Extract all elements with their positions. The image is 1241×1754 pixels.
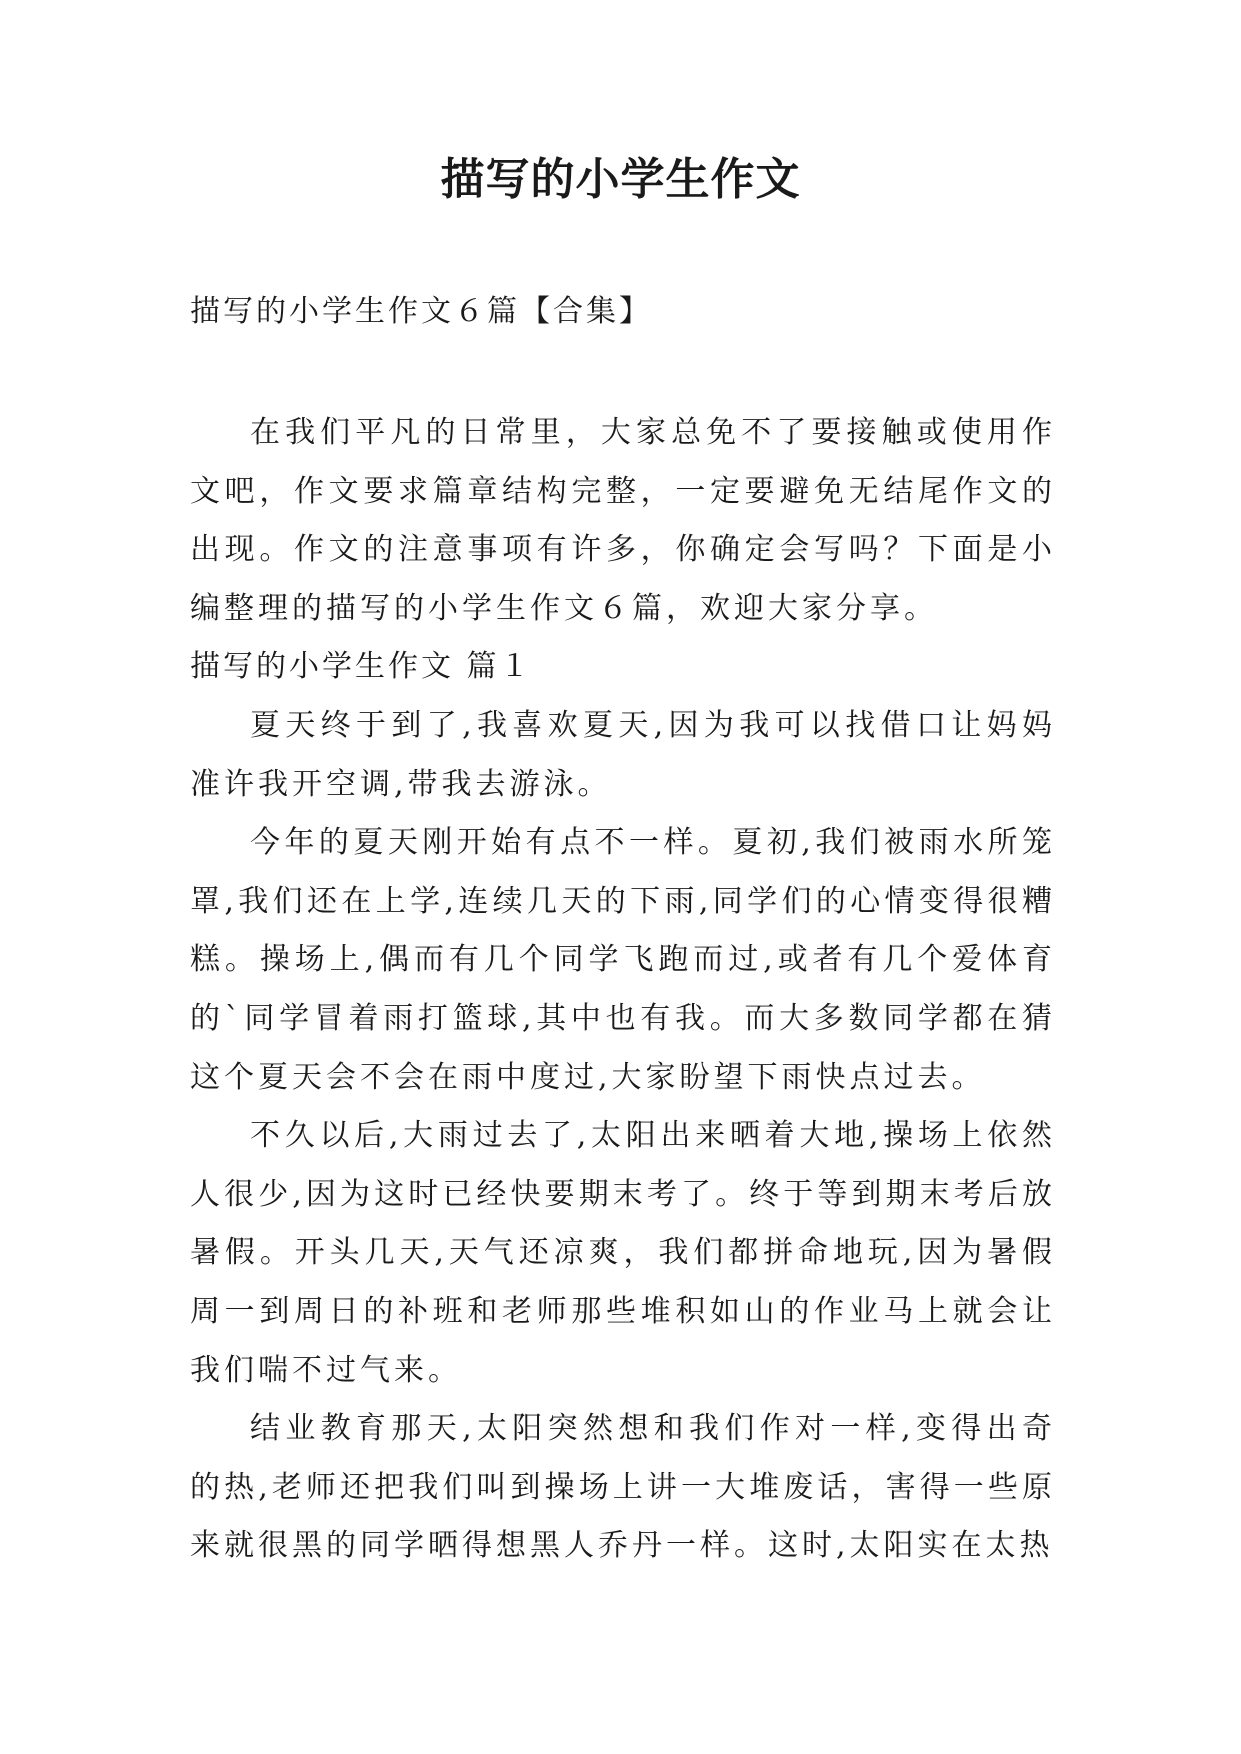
body-paragraph: 结业教育那天,太阳突然想和我们作对一样,变得出奇的热,老师还把我们叫到操场上讲一大堆废话，害得一些原来就很黑的同学晒得想黑人乔丹一样。这时,太阳实在太热 (190, 1411, 1056, 1564)
section-heading: 描写的小学生作文 篇１ (190, 649, 533, 685)
body-paragraph: 今年的夏天刚开始有点不一样。夏初,我们被雨水所笼罩,我们还在上学,连续几天的下雨,同学们的心情变得很糟糕。操场上,偶而有几个同学飞跑而过,或者有几个爱体育的`同学冒着雨打篮球,其中也有我。而大多数同学都在猜这个夏天会不会在雨中度过,大家盼望下雨快点过去。 (190, 825, 1056, 1095)
body-paragraph: 夏天终于到了,我喜欢夏天,因为我可以找借口让妈妈准许我开空调,带我去游泳。 (190, 707, 1056, 802)
document-subtitle: 描写的小学生作文６篇【合集】 (190, 294, 652, 329)
body-paragraph: 不久以后,大雨过去了,太阳出来晒着大地,操场上依然人很少,因为这时已经快要期末考了。终于等到期末考后放暑假。开头几天,天气还凉爽，我们都拼命地玩,因为暑假周一到周日的补班和老师那些堆积如山的作业马上就会让我们喘不过气来。 (190, 1118, 1056, 1388)
intro-paragraph: 在我们平凡的日常里，大家总免不了要接触或使用作文吧，作文要求篇章结构完整，一定要避免无结尾作文的出现。作文的注意事项有许多，你确定会写吗？下面是小编整理的描写的小学生作文６篇，欢迎大家分享。 (190, 415, 1056, 626)
document-body (190, 404, 1056, 1576)
document-title: 描写的小学生作文 (440, 154, 801, 205)
